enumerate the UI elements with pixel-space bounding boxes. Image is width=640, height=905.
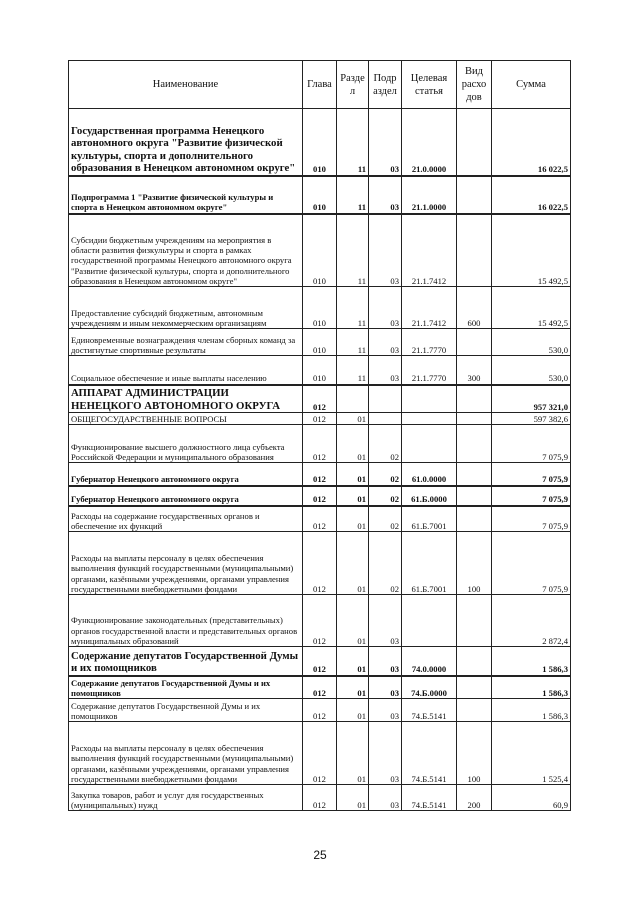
row-statya: 74.Б.5141 bbox=[402, 722, 457, 785]
row-glava: 012 bbox=[303, 676, 337, 699]
row-summa: 7 075,9 bbox=[492, 425, 571, 463]
row-statya: 21.0.0000 bbox=[402, 109, 457, 176]
row-razdel: 01 bbox=[337, 463, 369, 486]
row-vid bbox=[457, 676, 492, 699]
row-razdel: 11 bbox=[337, 176, 369, 214]
row-razdel: 11 bbox=[337, 329, 369, 356]
table-row bbox=[69, 425, 571, 463]
row-glava: 010 bbox=[303, 176, 337, 214]
row-name: Функционирование законодательных (представительных) органов государственной власти и представительных органов муниципальных образований bbox=[69, 595, 303, 647]
row-podrazdel: 03 bbox=[369, 109, 402, 176]
header-podrazdel: Подр аздел bbox=[369, 61, 402, 109]
row-summa: 2 872,4 bbox=[492, 595, 571, 647]
row-razdel: 01 bbox=[337, 595, 369, 647]
row-glava: 012 bbox=[303, 699, 337, 722]
row-glava: 012 bbox=[303, 595, 337, 647]
row-statya: 21.1.7770 bbox=[402, 356, 457, 385]
row-statya bbox=[402, 413, 457, 425]
row-name: Государственная программа Ненецкого автономного округа "Развитие физической культуры, спорта и дополнительного образования в Ненецком автономном округе" bbox=[69, 109, 303, 176]
row-podrazdel: 02 bbox=[369, 532, 402, 595]
row-podrazdel bbox=[369, 413, 402, 425]
row-podrazdel: 03 bbox=[369, 329, 402, 356]
row-podrazdel: 03 bbox=[369, 699, 402, 722]
row-statya: 61.0.0000 bbox=[402, 463, 457, 486]
row-podrazdel: 03 bbox=[369, 722, 402, 785]
row-name: АППАРАТ АДМИНИСТРАЦИИ НЕНЕЦКОГО АВТОНОМНОГО ОКРУГА bbox=[69, 385, 303, 413]
row-statya bbox=[402, 385, 457, 413]
row-razdel: 01 bbox=[337, 486, 369, 506]
row-summa: 597 382,6 bbox=[492, 413, 571, 425]
row-statya: 74.Б.0000 bbox=[402, 676, 457, 699]
row-statya: 61.Б.0000 bbox=[402, 486, 457, 506]
row-vid bbox=[457, 109, 492, 176]
row-name: Расходы на выплаты персоналу в целях обеспечения выполнения функций государственными (муниципальными) органами, казёнными учреждениями, органами управления государственными внебюджетными фондами bbox=[69, 532, 303, 595]
row-podrazdel: 03 bbox=[369, 356, 402, 385]
row-razdel: 11 bbox=[337, 287, 369, 329]
table-row bbox=[69, 595, 571, 647]
table-row bbox=[69, 287, 571, 329]
row-razdel: 01 bbox=[337, 647, 369, 676]
row-name: Социальное обеспечение и иные выплаты населению bbox=[69, 356, 303, 385]
row-razdel: 11 bbox=[337, 214, 369, 287]
table-row bbox=[69, 329, 571, 356]
row-vid bbox=[457, 595, 492, 647]
row-razdel: 01 bbox=[337, 722, 369, 785]
row-name: Субсидии бюджетным учреждениям на мероприятия в области развития физкультуры и спорта в рамках государственной программы Ненецкого автономного округа "Развитие физической культуры, спорта и дополнительного образования в Ненецком автономном округе" bbox=[69, 214, 303, 287]
row-statya: 21.1.7412 bbox=[402, 287, 457, 329]
row-name: Губернатор Ненецкого автономного округа bbox=[69, 463, 303, 486]
row-glava: 010 bbox=[303, 109, 337, 176]
row-statya bbox=[402, 425, 457, 463]
row-podrazdel: 03 bbox=[369, 676, 402, 699]
header-statya: Целевая статья bbox=[402, 61, 457, 109]
row-name: Содержание депутатов Государственной Думы и их помощников bbox=[69, 699, 303, 722]
row-podrazdel: 03 bbox=[369, 785, 402, 811]
row-glava: 012 bbox=[303, 463, 337, 486]
table-row bbox=[69, 214, 571, 287]
row-statya: 21.1.7412 bbox=[402, 214, 457, 287]
row-name: Функционирование высшего должностного лица субъекта Российской Федерации и муниципального образования bbox=[69, 425, 303, 463]
row-glava: 012 bbox=[303, 532, 337, 595]
row-statya: 21.1.0000 bbox=[402, 176, 457, 214]
row-statya: 74.0.0000 bbox=[402, 647, 457, 676]
table-row bbox=[69, 109, 571, 176]
row-glava: 010 bbox=[303, 287, 337, 329]
row-summa: 16 022,5 bbox=[492, 176, 571, 214]
row-razdel: 01 bbox=[337, 699, 369, 722]
row-name: Расходы на выплаты персоналу в целях обеспечения выполнения функций государственными (муниципальными) органами, казёнными учреждениями, органами управления государственными внебюджетными фондами bbox=[69, 722, 303, 785]
row-summa: 7 075,9 bbox=[492, 506, 571, 532]
page-number: 25 bbox=[313, 848, 327, 862]
row-name: Содержание депутатов Государственной Думы и их помощников bbox=[69, 676, 303, 699]
table-row bbox=[69, 486, 571, 506]
row-summa: 1 525,4 bbox=[492, 722, 571, 785]
row-name: Содержание депутатов Государственной Думы и их помощников bbox=[69, 647, 303, 676]
row-glava: 012 bbox=[303, 413, 337, 425]
row-name: Единовременные вознаграждения членам сборных команд за достигнутые спортивные результаты bbox=[69, 329, 303, 356]
row-statya: 61.Б.7001 bbox=[402, 532, 457, 595]
row-podrazdel: 03 bbox=[369, 287, 402, 329]
header-glava: Глава bbox=[303, 61, 337, 109]
header-razdel: Разде л bbox=[337, 61, 369, 109]
row-vid: 100 bbox=[457, 722, 492, 785]
budget-table bbox=[68, 60, 571, 811]
table-row bbox=[69, 463, 571, 486]
row-summa: 1 586,3 bbox=[492, 699, 571, 722]
table-row bbox=[69, 647, 571, 676]
row-glava: 012 bbox=[303, 425, 337, 463]
row-summa: 15 492,5 bbox=[492, 287, 571, 329]
row-podrazdel: 03 bbox=[369, 595, 402, 647]
table-row bbox=[69, 385, 571, 413]
row-glava: 012 bbox=[303, 647, 337, 676]
table-row bbox=[69, 506, 571, 532]
table-row bbox=[69, 722, 571, 785]
row-vid bbox=[457, 176, 492, 214]
row-vid: 200 bbox=[457, 785, 492, 811]
row-glava: 012 bbox=[303, 722, 337, 785]
row-glava: 010 bbox=[303, 329, 337, 356]
row-vid bbox=[457, 425, 492, 463]
row-razdel: 01 bbox=[337, 676, 369, 699]
row-glava: 012 bbox=[303, 486, 337, 506]
row-vid bbox=[457, 647, 492, 676]
row-razdel: 01 bbox=[337, 413, 369, 425]
row-podrazdel: 02 bbox=[369, 506, 402, 532]
row-podrazdel: 02 bbox=[369, 425, 402, 463]
row-podrazdel: 02 bbox=[369, 486, 402, 506]
table-row bbox=[69, 785, 571, 811]
row-vid bbox=[457, 463, 492, 486]
row-summa: 7 075,9 bbox=[492, 532, 571, 595]
header-vid: Вид расхо дов bbox=[457, 61, 492, 109]
row-vid bbox=[457, 486, 492, 506]
row-razdel: 01 bbox=[337, 425, 369, 463]
row-vid bbox=[457, 413, 492, 425]
row-glava: 010 bbox=[303, 214, 337, 287]
row-podrazdel: 03 bbox=[369, 176, 402, 214]
row-summa: 7 075,9 bbox=[492, 463, 571, 486]
row-podrazdel: 03 bbox=[369, 647, 402, 676]
row-summa: 1 586,3 bbox=[492, 676, 571, 699]
row-summa: 1 586,3 bbox=[492, 647, 571, 676]
row-name: Предоставление субсидий бюджетным, автономным учреждениям и иным некоммерческим организациям bbox=[69, 287, 303, 329]
row-razdel: 11 bbox=[337, 356, 369, 385]
header-name: Наименование bbox=[69, 61, 303, 109]
header-row bbox=[69, 61, 571, 109]
row-statya: 74.Б.5141 bbox=[402, 785, 457, 811]
table-row bbox=[69, 532, 571, 595]
row-glava: 012 bbox=[303, 506, 337, 532]
row-summa: 15 492,5 bbox=[492, 214, 571, 287]
row-razdel: 01 bbox=[337, 506, 369, 532]
row-statya: 74.Б.5141 bbox=[402, 699, 457, 722]
row-summa: 7 075,9 bbox=[492, 486, 571, 506]
table-row bbox=[69, 676, 571, 699]
row-vid bbox=[457, 699, 492, 722]
row-vid bbox=[457, 329, 492, 356]
row-razdel: 11 bbox=[337, 109, 369, 176]
row-razdel bbox=[337, 385, 369, 413]
row-name: Расходы на содержание государственных органов и обеспечение их функций bbox=[69, 506, 303, 532]
row-razdel: 01 bbox=[337, 785, 369, 811]
row-summa: 530,0 bbox=[492, 356, 571, 385]
header-summa: Сумма bbox=[492, 61, 571, 109]
row-vid bbox=[457, 506, 492, 532]
row-podrazdel bbox=[369, 385, 402, 413]
row-podrazdel: 03 bbox=[369, 214, 402, 287]
row-summa: 530,0 bbox=[492, 329, 571, 356]
row-vid bbox=[457, 385, 492, 413]
row-statya: 61.Б.7001 bbox=[402, 506, 457, 532]
row-glava: 010 bbox=[303, 356, 337, 385]
row-vid: 300 bbox=[457, 356, 492, 385]
table-row bbox=[69, 699, 571, 722]
row-name: Закупка товаров, работ и услуг для государственных (муниципальных) нужд bbox=[69, 785, 303, 811]
row-glava: 012 bbox=[303, 385, 337, 413]
table-row bbox=[69, 176, 571, 214]
row-vid: 100 bbox=[457, 532, 492, 595]
row-summa: 60,9 bbox=[492, 785, 571, 811]
row-name: Подпрограмма 1 "Развитие физической культуры и спорта в Ненецком автономном округе" bbox=[69, 176, 303, 214]
row-vid bbox=[457, 214, 492, 287]
row-summa: 957 321,0 bbox=[492, 385, 571, 413]
row-summa: 16 022,5 bbox=[492, 109, 571, 176]
row-statya: 21.1.7770 bbox=[402, 329, 457, 356]
row-glava: 012 bbox=[303, 785, 337, 811]
row-name: Губернатор Ненецкого автономного округа bbox=[69, 486, 303, 506]
row-razdel: 01 bbox=[337, 532, 369, 595]
table-row bbox=[69, 413, 571, 425]
row-statya bbox=[402, 595, 457, 647]
table-row bbox=[69, 356, 571, 385]
row-vid: 600 bbox=[457, 287, 492, 329]
row-podrazdel: 02 bbox=[369, 463, 402, 486]
row-name: ОБЩЕГОСУДАРСТВЕННЫЕ ВОПРОСЫ bbox=[69, 413, 303, 425]
